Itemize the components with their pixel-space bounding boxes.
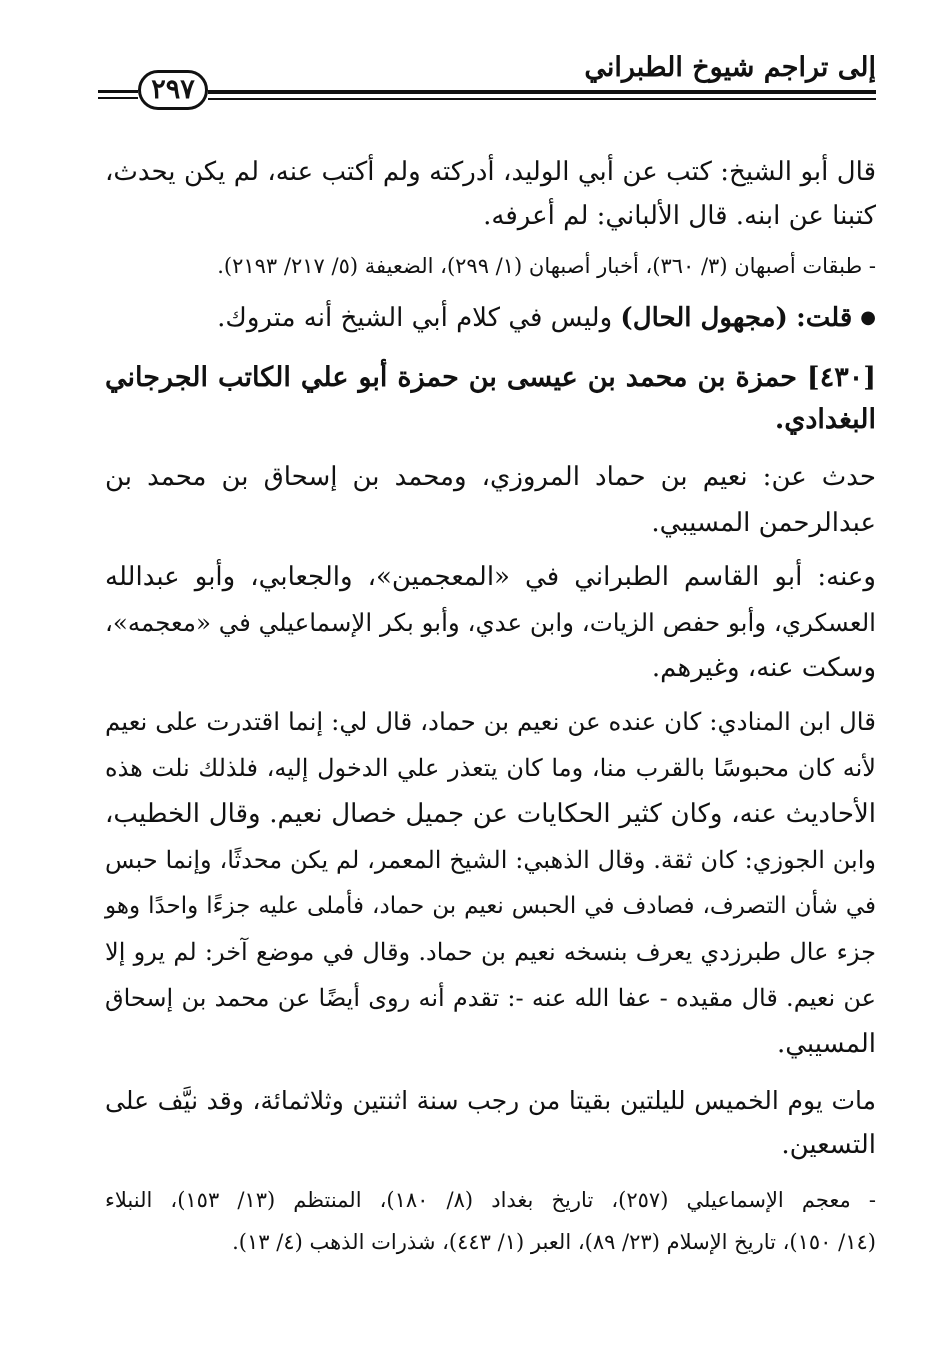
source-line: - معجم الإسماعيلي (٢٥٧)، تاريخ بغداد (٨/ ١٨٠)، المنتظم (١٣/ ١٥٣)، النبلاء: [105, 1188, 876, 1212]
text-line: مات يوم الخميس لليلتين بقيتا من رجب سنة اثنتين وثلاثمائة، وقد نيَّف على: [105, 1086, 876, 1115]
text-line: المسيبي.: [777, 1029, 876, 1059]
text-line: حدث عن: نعيم بن حماد المروزي، ومحمد بن إسحاق بن محمد بن: [105, 462, 876, 492]
entry-heading-cont: البغدادي.: [774, 404, 876, 435]
text-line: الأحاديث عنه، وكان كثير الحكايات عن جميل خصال نعيم. وقال الخطيب،: [105, 799, 876, 829]
text-line: التسعين.: [781, 1130, 876, 1160]
page-number: ٢٩٧: [138, 70, 208, 110]
text-line: عبدالرحمن المسيبي.: [651, 508, 876, 538]
text-line: في شأن التصرف، فصادف في الحبس نعيم بن حماد، فأملى عليه جزءًا واحدًا وهو: [105, 893, 876, 919]
text-line: لأنه كان محبوسًا بالقرب منا، وما كان يتعذر علي الدخول إليه، فلذلك نلت هذه: [105, 754, 876, 782]
header-rule-thin: [208, 98, 876, 100]
running-title: إلى تراجم شيوخ الطبراني: [584, 52, 876, 83]
qult-line: [105, 298, 876, 338]
text-line: وسكت عنه، وغيرهم.: [651, 653, 876, 683]
qult-label: قلت:: [796, 303, 853, 333]
entry-heading: [٤٣٠] حمزة بن محمد بن عيسى بن حمزة أبو علي الكاتب الجرجاني: [105, 362, 876, 393]
source-line: (١٤/ ١٥٠)، تاريخ الإسلام (٢٣/ ٨٩)، العبر (١/ ٤٤٣)، شذرات الذهب (٤/ ١٣).: [232, 1230, 876, 1254]
qult-rest: وليس في كلام أبي الشيخ أنه متروك.: [217, 303, 621, 333]
text-line: كتبنا عن ابنه. قال الألباني: لم أعرفه.: [483, 201, 876, 231]
text-line: قال أبو الشيخ: كتب عن أبي الوليد، أدركته ولم أكتب عنه، لم يكن يحدث،: [105, 157, 876, 187]
text-line: وابن الجوزي: كان ثقة. وقال الذهبي: الشيخ المعمر، لم يكن محدثًا، وإنما حبس: [105, 846, 876, 874]
header-rule-left-thin: [98, 97, 138, 99]
bullet-icon: ●: [860, 307, 876, 328]
text-line: عن نعيم. قال مقيده - عفا الله عنه -: تقدم أنه روى أيضًا عن محمد بن إسحاق: [105, 984, 876, 1012]
source-line: - طبقات أصبهان (٣/ ٣٦٠)، أخبار أصبهان (١/ ٢٩٩)، الضعيفة (٥/ ٢١٧/ ٢١٩٣).: [217, 254, 876, 278]
text-line: وعنه: أبو القاسم الطبراني في «المعجمين»، والجعابي، وأبو عبدالله: [105, 562, 876, 592]
header-rule-thick: [208, 90, 876, 94]
text-line: جزء عال طبرزدي يعرف بنسخه نعيم بن حماد. وقال في موضع آخر: لم يرو إلا: [105, 938, 876, 966]
qult-term: (مجهول الحال): [620, 303, 788, 333]
text-line: العسكري، وأبو حفص الزيات، وابن عدي، وأبو بكر الإسماعيلي في «معجمه»،: [105, 608, 876, 637]
header-rule-left-thick: [98, 90, 138, 93]
text-line: قال ابن المنادي: كان عنده عن نعيم بن حماد، قال لي: إنما اقتدرت على نعيم: [105, 707, 876, 736]
